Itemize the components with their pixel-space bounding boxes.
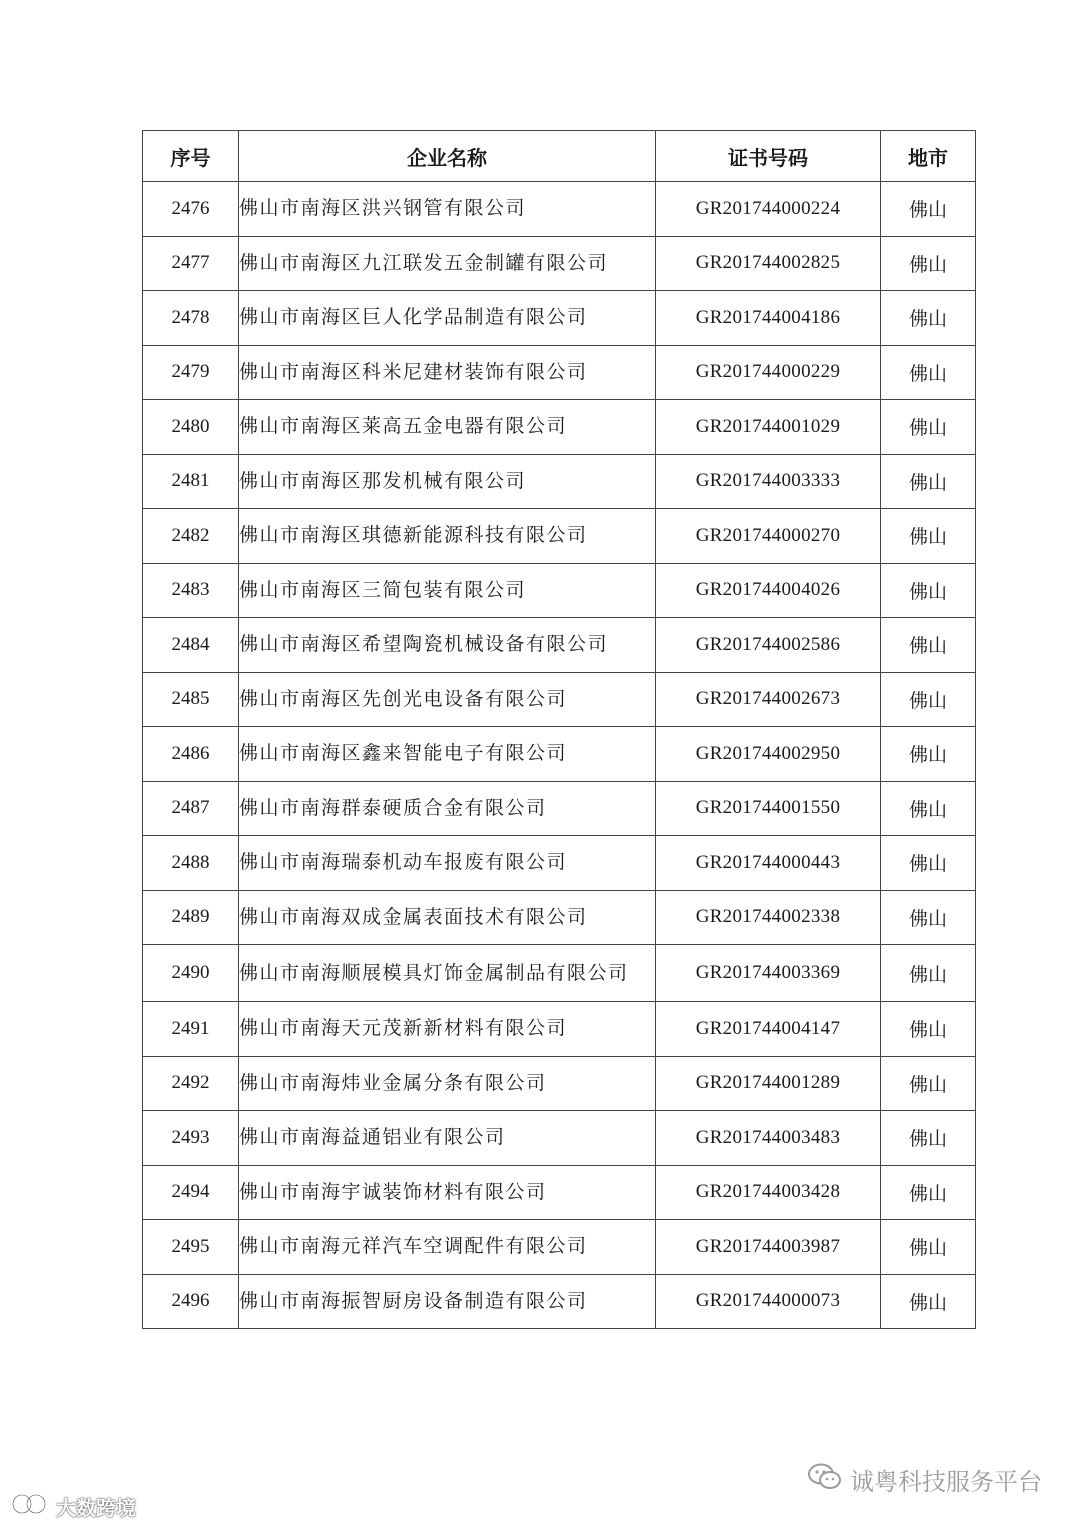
table-row bbox=[143, 672, 976, 727]
seq-cell: 2493 bbox=[143, 1111, 239, 1166]
city-cell: 佛山 bbox=[881, 1165, 976, 1220]
table-row bbox=[143, 781, 976, 836]
cert-cell: GR201744002950 bbox=[656, 727, 881, 782]
cert-cell: GR201744002673 bbox=[656, 672, 881, 727]
cert-cell: GR201744003428 bbox=[656, 1165, 881, 1220]
cert-cell: GR201744002586 bbox=[656, 618, 881, 673]
cert-cell: GR201744001550 bbox=[656, 781, 881, 836]
name-cell: 佛山市南海区那发机械有限公司 bbox=[239, 454, 656, 509]
table-row bbox=[143, 563, 976, 618]
cert-cell: GR201744004147 bbox=[656, 1002, 881, 1057]
seq-cell: 2486 bbox=[143, 727, 239, 782]
seq-cell: 2490 bbox=[143, 945, 239, 1002]
table-row bbox=[143, 509, 976, 564]
cert-cell: GR201744003333 bbox=[656, 454, 881, 509]
cert-cell: GR201744002338 bbox=[656, 890, 881, 945]
city-cell: 佛山 bbox=[881, 727, 976, 782]
name-cell: 佛山市南海区巨人化学品制造有限公司 bbox=[239, 291, 656, 346]
table-header-row bbox=[143, 131, 976, 182]
name-cell: 佛山市南海元祥汽车空调配件有限公司 bbox=[239, 1220, 656, 1275]
city-cell: 佛山 bbox=[881, 1111, 976, 1166]
seq-cell: 2489 bbox=[143, 890, 239, 945]
seq-cell: 2487 bbox=[143, 781, 239, 836]
table-row bbox=[143, 1165, 976, 1220]
city-cell: 佛山 bbox=[881, 509, 976, 564]
seq-cell: 2491 bbox=[143, 1002, 239, 1057]
city-cell: 佛山 bbox=[881, 890, 976, 945]
city-cell: 佛山 bbox=[881, 672, 976, 727]
table-row bbox=[143, 618, 976, 673]
header-seq: 序号 bbox=[143, 131, 239, 182]
table-row bbox=[143, 890, 976, 945]
table-row bbox=[143, 1111, 976, 1166]
name-cell: 佛山市南海区琪德新能源科技有限公司 bbox=[239, 509, 656, 564]
cert-cell: GR201744001029 bbox=[656, 400, 881, 455]
table-row bbox=[143, 182, 976, 237]
table-row bbox=[143, 1220, 976, 1275]
seq-cell: 2476 bbox=[143, 182, 239, 237]
name-cell: 佛山市南海双成金属表面技术有限公司 bbox=[239, 890, 656, 945]
name-cell: 佛山市南海区先创光电设备有限公司 bbox=[239, 672, 656, 727]
seq-cell: 2480 bbox=[143, 400, 239, 455]
seq-cell: 2492 bbox=[143, 1056, 239, 1111]
city-cell: 佛山 bbox=[881, 291, 976, 346]
seq-cell: 2494 bbox=[143, 1165, 239, 1220]
cert-cell: GR201744003987 bbox=[656, 1220, 881, 1275]
wechat-watermark bbox=[808, 1462, 1042, 1497]
table-row bbox=[143, 454, 976, 509]
cert-cell: GR201744000073 bbox=[656, 1274, 881, 1329]
seq-cell: 2483 bbox=[143, 563, 239, 618]
name-cell: 佛山市南海区科米尼建材装饰有限公司 bbox=[239, 345, 656, 400]
cert-cell: GR201744002825 bbox=[656, 236, 881, 291]
city-cell: 佛山 bbox=[881, 1056, 976, 1111]
city-cell: 佛山 bbox=[881, 345, 976, 400]
table-row bbox=[143, 945, 976, 1002]
cert-cell: GR201744004186 bbox=[656, 291, 881, 346]
seq-cell: 2481 bbox=[143, 454, 239, 509]
name-cell: 佛山市南海振智厨房设备制造有限公司 bbox=[239, 1274, 656, 1329]
name-cell: 佛山市南海区希望陶瓷机械设备有限公司 bbox=[239, 618, 656, 673]
seq-cell: 2484 bbox=[143, 618, 239, 673]
name-cell: 佛山市南海区鑫来智能电子有限公司 bbox=[239, 727, 656, 782]
name-cell: 佛山市南海区三简包装有限公司 bbox=[239, 563, 656, 618]
logo-icon bbox=[10, 1492, 56, 1521]
table-row bbox=[143, 345, 976, 400]
seq-cell: 2496 bbox=[143, 1274, 239, 1329]
name-cell: 佛山市南海天元茂新新材料有限公司 bbox=[239, 1002, 656, 1057]
city-cell: 佛山 bbox=[881, 945, 976, 1002]
name-cell: 佛山市南海炜业金属分条有限公司 bbox=[239, 1056, 656, 1111]
name-cell: 佛山市南海益通铝业有限公司 bbox=[239, 1111, 656, 1166]
corner-stamp bbox=[10, 1492, 136, 1521]
seq-cell: 2485 bbox=[143, 672, 239, 727]
table-row bbox=[143, 836, 976, 891]
enterprise-table bbox=[142, 130, 976, 1329]
city-cell: 佛山 bbox=[881, 618, 976, 673]
table-row bbox=[143, 1274, 976, 1329]
seq-cell: 2478 bbox=[143, 291, 239, 346]
seq-cell: 2482 bbox=[143, 509, 239, 564]
table-row bbox=[143, 400, 976, 455]
table-row bbox=[143, 1002, 976, 1057]
wechat-icon bbox=[808, 1463, 850, 1497]
cert-cell: GR201744000443 bbox=[656, 836, 881, 891]
name-cell: 佛山市南海区九江联发五金制罐有限公司 bbox=[239, 236, 656, 291]
seq-cell: 2477 bbox=[143, 236, 239, 291]
name-cell: 佛山市南海顺展模具灯饰金属制品有限公司 bbox=[239, 945, 656, 1002]
city-cell: 佛山 bbox=[881, 182, 976, 237]
table-row bbox=[143, 727, 976, 782]
cert-cell: GR201744003483 bbox=[656, 1111, 881, 1166]
table-row bbox=[143, 1056, 976, 1111]
city-cell: 佛山 bbox=[881, 781, 976, 836]
seq-cell: 2488 bbox=[143, 836, 239, 891]
name-cell: 佛山市南海区洪兴钢管有限公司 bbox=[239, 182, 656, 237]
name-cell: 佛山市南海群泰硬质合金有限公司 bbox=[239, 781, 656, 836]
city-cell: 佛山 bbox=[881, 454, 976, 509]
city-cell: 佛山 bbox=[881, 236, 976, 291]
table-row bbox=[143, 236, 976, 291]
cert-cell: GR201744004026 bbox=[656, 563, 881, 618]
table-row bbox=[143, 291, 976, 346]
cert-cell: GR201744000229 bbox=[656, 345, 881, 400]
city-cell: 佛山 bbox=[881, 1220, 976, 1275]
name-cell: 佛山市南海瑞泰机动车报废有限公司 bbox=[239, 836, 656, 891]
city-cell: 佛山 bbox=[881, 563, 976, 618]
cert-cell: GR201744000270 bbox=[656, 509, 881, 564]
city-cell: 佛山 bbox=[881, 836, 976, 891]
seq-cell: 2479 bbox=[143, 345, 239, 400]
city-cell: 佛山 bbox=[881, 400, 976, 455]
name-cell: 佛山市南海宇诚装饰材料有限公司 bbox=[239, 1165, 656, 1220]
cert-cell: GR201744001289 bbox=[656, 1056, 881, 1111]
city-cell: 佛山 bbox=[881, 1002, 976, 1057]
seq-cell: 2495 bbox=[143, 1220, 239, 1275]
city-cell: 佛山 bbox=[881, 1274, 976, 1329]
cert-cell: GR201744000224 bbox=[656, 182, 881, 237]
header-city: 地市 bbox=[881, 131, 976, 182]
cert-cell: GR201744003369 bbox=[656, 945, 881, 1002]
stamp-text: 大数跨境 bbox=[56, 1496, 136, 1520]
watermark-text: 诚粤科技服务平台 bbox=[850, 1468, 1042, 1496]
header-name: 企业名称 bbox=[239, 131, 656, 182]
header-cert: 证书号码 bbox=[656, 131, 881, 182]
name-cell: 佛山市南海区莱高五金电器有限公司 bbox=[239, 400, 656, 455]
